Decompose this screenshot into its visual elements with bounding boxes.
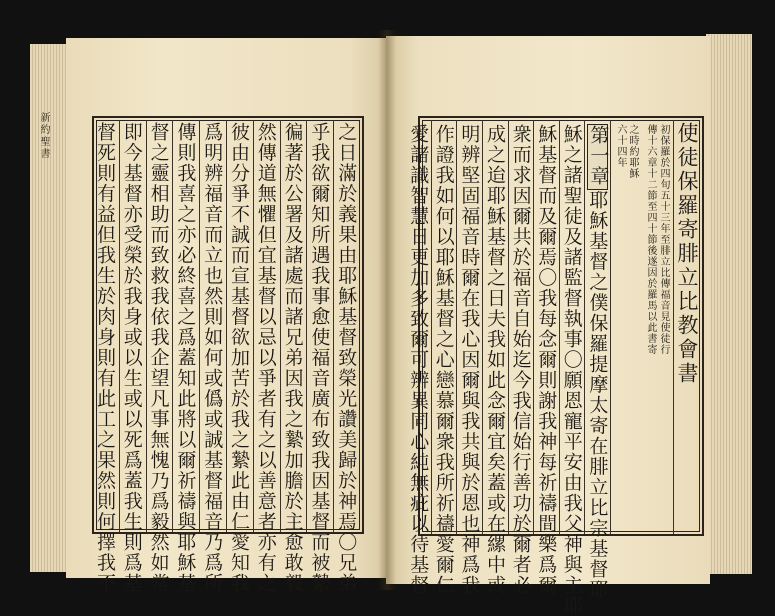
text-column: 彼由分爭不誠而宣基督欲加苦於我之縶此由仁愛知我	[228, 122, 250, 594]
column-rule	[253, 120, 254, 532]
column-rule	[610, 120, 611, 534]
text-column: 穌之諸聖徒及諸監督執事〇願恩寵平安由我父神與主耶	[560, 124, 583, 616]
column-rule	[508, 120, 509, 534]
left-page-edges	[30, 44, 70, 572]
book-gutter	[378, 30, 396, 590]
column-rule	[559, 120, 560, 534]
column-rule	[199, 120, 200, 532]
text-column: 衆而求因爾共於福音自始迄今我信始行善功於爾者必	[509, 124, 532, 596]
text-column: 愛諸識智慧日更加多致爾可辨異同心純無疵以待基督	[407, 124, 430, 596]
column-rule	[673, 120, 674, 534]
text-column: 作證我如何以耶穌基督之心戀慕爾衆我所祈禱愛爾仁	[432, 124, 455, 596]
text-column: 明辨堅固福音時爾在我心因爾與我共與於恩也神爲我	[458, 124, 481, 596]
text-column: 爲明辨福音而立也然則如何或僞或誠基督福音乃爲所	[201, 122, 224, 594]
column-rule	[431, 120, 432, 534]
date-note: 六十四年	[615, 124, 626, 168]
column-rule	[280, 120, 281, 532]
text-column: 即今基督亦受榮於我身或以生或以死爲蓋我生則爲基	[120, 122, 143, 594]
column-rule	[306, 120, 307, 532]
preface-line: 初保羅於四旬五十三年至腓立比傳福音見使徒行	[658, 124, 669, 355]
text-column: 乎我欲爾知所遇我事愈使福音廣布致我因基督而被縶	[308, 122, 331, 594]
column-rule	[146, 120, 147, 532]
text-column: 督死則有益但我生於肉身則有此工之果然則何擇我不	[94, 122, 116, 594]
text-column: 徧著於公署及諸處而諸兄弟因我之縶加膽於主愈敢毅	[281, 122, 304, 594]
text-column: 傳則我喜之亦必終喜之爲蓋知此將以爾祈禱與耶穌基	[174, 122, 197, 594]
column-rule	[533, 120, 534, 534]
column-rule	[226, 120, 227, 532]
text-column: 穌基督而及爾焉〇我每念爾則謝我神每祈禱間樂爲爾	[535, 124, 558, 596]
right-page-edges	[706, 34, 752, 574]
column-rule	[119, 120, 120, 532]
book-title: 使徒保羅寄腓立比教會書	[675, 122, 699, 386]
text-column: 之日滿於義果由耶穌基督致榮光讚美歸於神焉〇兄弟	[335, 122, 358, 594]
text-column: 督之靈相助而致救我依我企望凡事無愧乃爲毅然如常	[147, 122, 170, 594]
chapter-label: 第一章	[587, 124, 608, 190]
column-rule	[172, 120, 173, 532]
text-column: 成之迨耶穌基督之日夫我如此念爾宜矣蓋或在縲中或	[484, 124, 506, 596]
column-rule	[456, 120, 457, 534]
preface-line: 傳十六章十二節至四十節後遂因於羅馬以此書寄	[645, 124, 656, 355]
text-column: 然傳道無懼但宜基督以忌以爭者有之以善意者亦有之	[254, 122, 277, 594]
margin-title: 新約聖書	[38, 112, 49, 160]
column-rule	[333, 120, 334, 532]
date-note: 之時約耶穌	[627, 124, 638, 179]
text-column: 耶穌基督之僕保羅提摩太寄在腓立比宗基督耶	[586, 190, 609, 600]
column-rule	[584, 120, 585, 534]
column-rule	[482, 120, 483, 534]
